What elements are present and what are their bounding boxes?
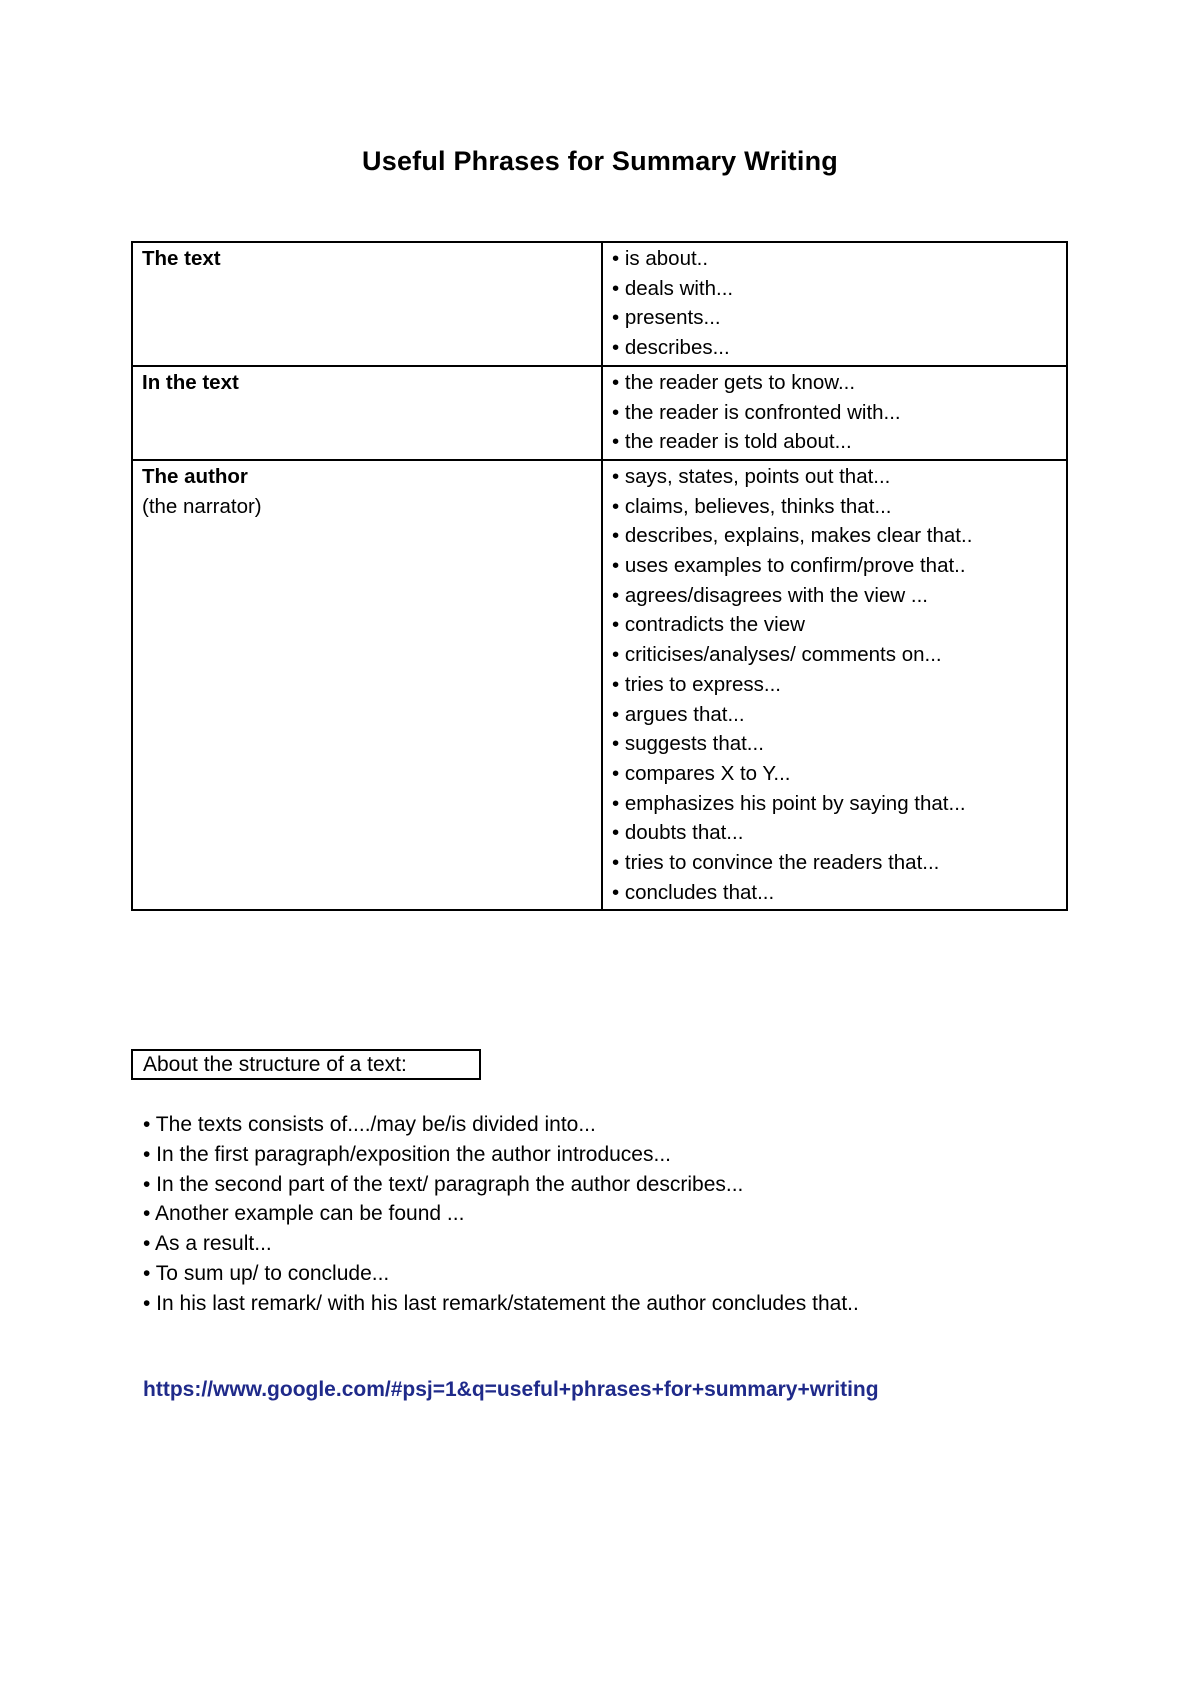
phrase-item: • says, states, points out that... (612, 464, 891, 488)
list-item: • In his last remark/ with his last remark/statement the author concludes that.. (143, 1291, 859, 1315)
phrase-item: • the reader is told about... (612, 430, 852, 454)
phrase-item: • tries to convince the readers that... (612, 851, 940, 875)
phrase-item: • concludes that... (612, 880, 775, 904)
phrase-item: • suggests that... (612, 732, 764, 756)
phrase-item: • uses examples to confirm/prove that.. (612, 554, 966, 578)
row-label: The author (142, 464, 248, 488)
page-title: Useful Phrases for Summary Writing (362, 146, 838, 176)
phrase-item: • argues that... (612, 702, 745, 726)
phrases-table (131, 241, 1068, 911)
structure-heading: About the structure of a text: (131, 1049, 481, 1080)
phrase-item: • agrees/disagrees with the view ... (612, 583, 928, 607)
table-row-phrases-cell (602, 242, 1067, 366)
phrase-item: • the reader gets to know... (612, 370, 856, 394)
structure-list (143, 1110, 859, 1319)
list-item: • To sum up/ to conclude... (143, 1261, 390, 1285)
list-item: • Another example can be found ... (143, 1202, 465, 1226)
table-row-label-cell (132, 366, 602, 460)
table-row-phrases-cell (602, 460, 1067, 911)
row-sublabel: (the narrator) (142, 494, 262, 518)
table-row (132, 460, 1067, 911)
table-row-label-cell (132, 242, 602, 366)
table-row (132, 366, 1067, 460)
phrase-item: • compares X to Y... (612, 761, 791, 785)
phrase-item: • doubts that... (612, 821, 744, 845)
phrase-item: • presents... (612, 306, 721, 330)
list-item: • As a result... (143, 1232, 272, 1256)
row-label: The text (142, 247, 221, 270)
phrase-item: • emphasizes his point by saying that... (612, 791, 966, 815)
list-item: • The texts consists of..../may be/is divided into... (143, 1113, 596, 1136)
phrase-item: • contradicts the view (612, 613, 805, 637)
phrase-item: • deals with... (612, 276, 734, 300)
phrase-item: • tries to express... (612, 672, 781, 696)
phrase-item: • criticises/analyses/ comments on... (612, 643, 942, 667)
list-item: • In the first paragraph/exposition the author introduces... (143, 1142, 671, 1166)
phrase-item: • is about.. (612, 247, 709, 270)
table-row-label-cell (132, 460, 602, 911)
source-link[interactable]: https://www.google.com/#psj=1&q=useful+phrases+for+summary+writing (143, 1378, 879, 1401)
row-label: In the text (142, 370, 239, 394)
phrase-item: • the reader is confronted with... (612, 400, 901, 424)
list-item: • In the second part of the text/ paragraph the author describes... (143, 1172, 744, 1196)
phrase-item: • claims, believes, thinks that... (612, 494, 892, 518)
phrase-item: • describes... (612, 336, 730, 360)
phrase-item: • describes, explains, makes clear that.. (612, 524, 973, 548)
table-row (132, 242, 1067, 366)
table-row-phrases-cell (602, 366, 1067, 460)
